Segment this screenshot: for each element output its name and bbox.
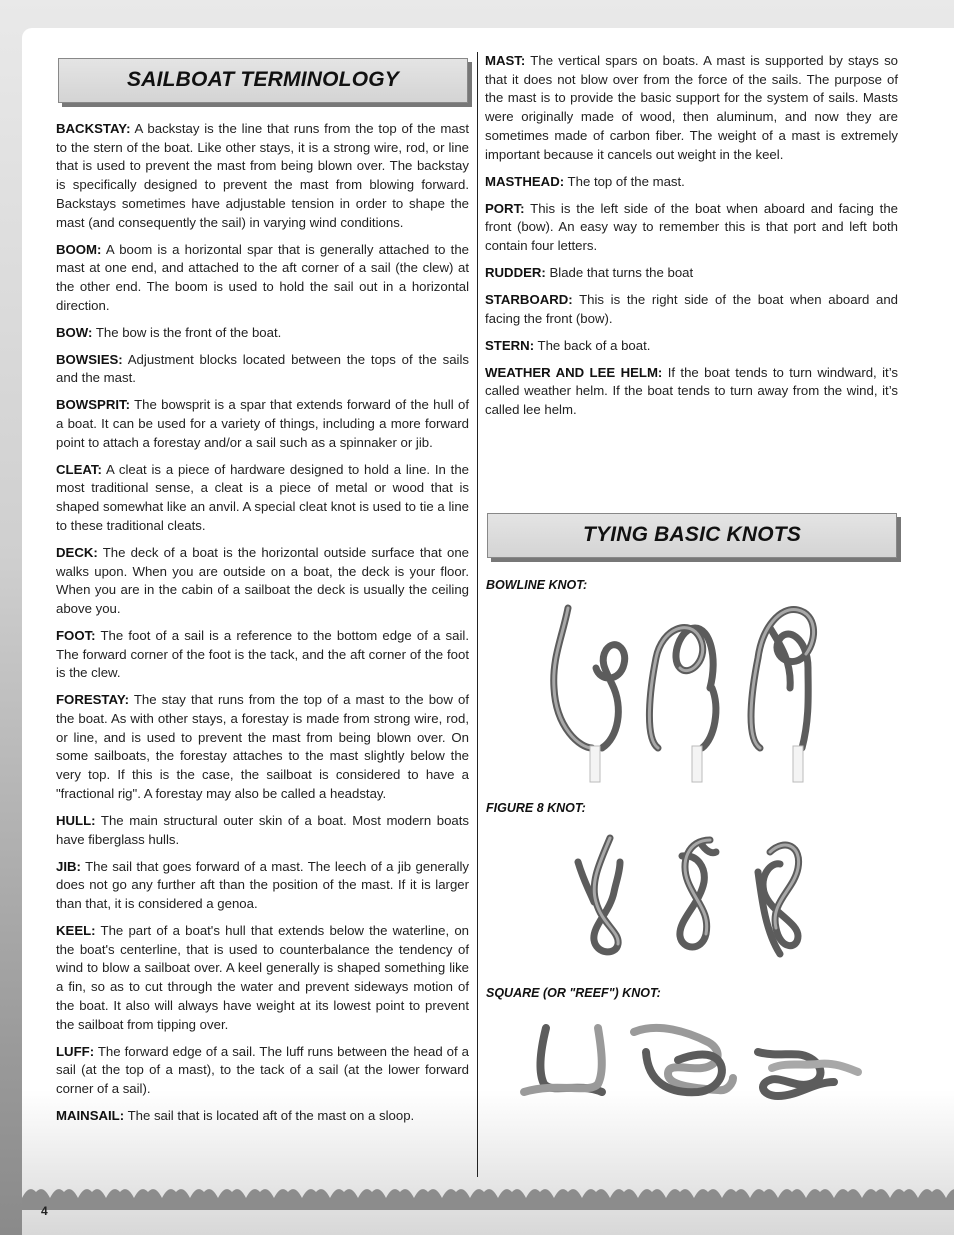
glossary-entry	[56, 922, 469, 1034]
glossary-definition: If the boat tends to turn windward, it’s called weather helm. If the boat tends to turn away from the wind, it’s called lee helm.	[485, 364, 898, 418]
glossary-entry	[56, 858, 469, 914]
glossary-definition: Adjustment blocks located between the tops of the sails and the mast.	[56, 351, 469, 386]
glossary-definition: A boom is a horizontal spar that is generally attached to the mast at one end, and attached to the aft corner of a sail (the clew) at the other end. The boom is used to hold the sail out in a horizontal direction.	[56, 241, 469, 313]
glossary-definition: The main structural outer skin of a boat. Most modern boats have fiberglass hulls.	[56, 812, 469, 847]
heading-tying-basic-knots-text: TYING BASIC KNOTS	[582, 523, 802, 546]
glossary-definition: The sail that is located aft of the mast on a sloop.	[124, 1107, 415, 1123]
square-knot-label: SQUARE (OR "REEF") KNOT:	[486, 986, 661, 1000]
footer-wave-decoration	[22, 1180, 954, 1210]
glossary-entry	[56, 1043, 469, 1099]
glossary-term: DECK:	[56, 544, 98, 560]
figure8-knot-label: FIGURE 8 KNOT:	[486, 801, 586, 815]
glossary-definition: This is the left side of the boat when aboard and facing the front (bow). An easy way to remember this is that port and left both contain four letters.	[485, 200, 898, 253]
glossary-term: FORESTAY:	[56, 692, 130, 708]
glossary-term: STARBOARD:	[485, 291, 573, 307]
bowline-knot-illustration	[540, 598, 840, 783]
glossary-term: BACKSTAY:	[56, 121, 131, 136]
glossary-entry	[56, 324, 469, 343]
glossary-definition: The top of the mast.	[564, 173, 685, 189]
terminology-right-column	[485, 52, 898, 428]
glossary-entry	[56, 461, 469, 536]
glossary-entry	[485, 264, 898, 283]
heading-tying-basic-knots	[487, 513, 897, 558]
glossary-entry	[56, 241, 469, 316]
glossary-term: HULL:	[56, 812, 96, 828]
glossary-definition: The forward edge of a sail. The luff runs between the head of a sail (at the top of a mast), to the tack of a sail (at the lower forward corner of a sail).	[56, 1043, 469, 1096]
glossary-term: FOOT:	[56, 627, 96, 643]
glossary-definition: The vertical spars on boats. A mast is supported by stays so that it does not blow over from the force of the sails. The purpose of the mast is to provide the basic support for the system of sails. Masts were originally made of wood, then aluminum, and now they are sometimes made of carbon fiber. The weight of a mast is extremely important because it cancels out weight in the keel.	[485, 53, 898, 162]
glossary-definition: The bow is the front of the boat.	[92, 324, 282, 340]
square-knot-illustration	[518, 1022, 868, 1102]
figure8-knot-illustration	[570, 832, 820, 962]
glossary-entry	[485, 337, 898, 356]
glossary-entry	[56, 1107, 469, 1126]
glossary-term: KEEL:	[56, 922, 96, 938]
heading-sailboat-terminology	[58, 58, 468, 103]
glossary-entry	[56, 351, 469, 388]
glossary-definition: Blade that turns the boat	[545, 264, 694, 280]
glossary-definition: The sail that goes forward of a mast. The leech of a jib generally does not go any further aft than the position of the mast. If it is larger than that, it is considered a genoa.	[56, 858, 469, 911]
glossary-term: LUFF:	[56, 1043, 95, 1059]
glossary-term: CLEAT:	[56, 461, 102, 477]
glossary-entry	[56, 812, 469, 849]
glossary-term: STERN:	[485, 337, 535, 353]
glossary-term: BOWSIES:	[56, 351, 123, 367]
glossary-definition: The stay that runs from the top of a mast to the bow of the boat. As with other stays, a forestay is made from strong wire, rod, or line, and is used to prevent the mast from being blown over. On some sailboats, the forestay attaches to the mast slightly below the very top. If this is the case, the sailboat is considered to have a "fractional rig". A forestay may also be called a headstay.	[56, 692, 469, 801]
glossary-entry	[56, 544, 469, 619]
glossary-entry	[56, 627, 469, 683]
glossary-definition: The foot of a sail is a reference to the bottom edge of a sail. The forward corner of the foot is the tack, and the aft corner of the foot is the clew.	[56, 627, 469, 681]
glossary-term: MAINSAIL:	[56, 1107, 125, 1123]
glossary-term: BOWSPRIT:	[56, 397, 130, 413]
glossary-definition: The deck of a boat is the horizontal outside surface that one walks upon. When you are outside on a boat, the deck is your floor. When you are in the cabin of a sailboat the deck is usually the ceiling above you.	[56, 544, 469, 616]
glossary-definition: A backstay is the line that runs from the top of the mast to the stern of the boat. Like other stays, it is a strong wire, rod, or line that is used to prevent the mast from being blown over. The backstay is specifically designed to prevent the mast from blowing forward. Backstays sometimes have adjustable tension in order to shape the mast (and consequently the sail) in varying wind conditions.	[56, 121, 469, 230]
glossary-entry	[56, 396, 469, 452]
glossary-definition: The bowsprit is a spar that extends forward of the hull of a boat. It can be used for a variety of things, including a more forward point to attach a forestay and/or a sail such as a spinnaker or jib.	[56, 397, 469, 450]
glossary-entry	[56, 691, 469, 803]
page-number: 4	[41, 1204, 48, 1218]
heading-sailboat-terminology-text: SAILBOAT TERMINOLOGY	[127, 68, 399, 91]
glossary-entry	[485, 52, 898, 164]
glossary-definition: This is the right side of the boat when aboard and facing the front (bow).	[485, 291, 898, 326]
glossary-entry	[485, 200, 898, 256]
glossary-entry	[56, 120, 469, 232]
bowline-knot-label: BOWLINE KNOT:	[486, 578, 588, 592]
column-divider	[477, 52, 478, 1177]
glossary-definition: The part of a boat's hull that extends below the waterline, on the boat's centerline, that is used to counterbalance the tendency of wind to blow a sailboat over. A keel generally is shaped something like a fin, so as to cut through the water and prevent sideways motion of the boat. It also will always have weight at its lowest point to prevent the sailboat from tipping over.	[56, 922, 469, 1032]
glossary-term: MAST:	[485, 53, 526, 68]
terminology-left-column	[56, 120, 469, 1134]
glossary-term: RUDDER:	[485, 264, 546, 280]
glossary-term: BOW:	[56, 324, 93, 340]
glossary-term: WEATHER AND LEE HELM:	[485, 364, 663, 380]
glossary-entry	[485, 291, 898, 328]
glossary-term: BOOM:	[56, 241, 102, 257]
glossary-entry	[485, 173, 898, 192]
glossary-entry	[485, 364, 898, 420]
glossary-term: PORT:	[485, 200, 525, 216]
glossary-definition: The back of a boat.	[534, 337, 651, 353]
glossary-term: JIB:	[56, 858, 81, 874]
glossary-definition: A cleat is a piece of hardware designed to hold a line. In the most traditional sense, a cleat is a piece of metal or wood that is shaped somewhat like an anvil. A special cleat knot is used to tie a line to these traditional cleats.	[56, 461, 469, 533]
glossary-term: MASTHEAD:	[485, 173, 565, 189]
